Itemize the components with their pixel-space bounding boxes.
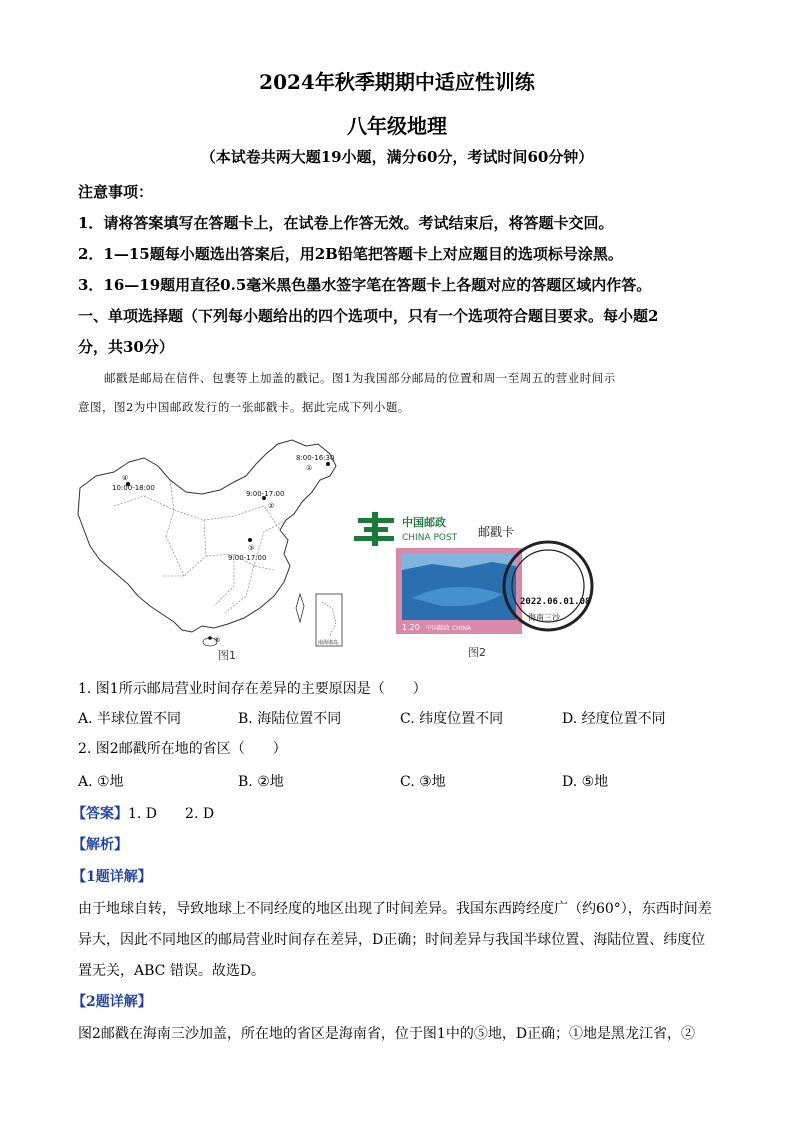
map-marker-1: ① [306,464,313,472]
material-intro-cont: 意图，图2为中国邮政发行的一张邮戳卡。据此完成下列小题。 [78,400,410,414]
notice-item-1: 1．请将答案填写在答题卡上，在试卷上作答无效。考试结束后，将答题卡交回。 [78,214,614,232]
section-heading: 一、单项选择题（下列每小题给出的四个选项中，只有一个选项符合题目要求。每小题2 [78,307,659,325]
marker-3-dot [248,538,252,542]
map-marker-4: ④ [122,474,129,482]
q1-detail-line-2: 异大，因此不同地区的邮局营业时间存在差异，D正确；时间差异与我国半球位置、海陆位置、纬度位 [78,932,706,948]
figure-1-map [74,436,344,648]
subject-title: 八年级地理 [347,114,447,138]
q1-detail-line-1: 由于地球自转，导致地球上不同经度的地区出现了时间差异。我国东西跨经度广（约60°），东西时间差 [78,901,712,917]
q1-detail-line-3: 置无关，ABC 错误。故选D。 [78,963,266,979]
stamp-brand: 中国邮政 CHINA [426,625,471,632]
postmark-card-graphic [352,508,602,638]
figure-2-caption: 图2 [468,646,486,659]
figure-2-card [352,508,602,638]
exam-note: （本试卷共两大题19小题，满分60分，考试时间60分钟） [200,148,594,166]
brand-cn: 中国邮政 [402,516,446,529]
notice-item-3: 3．16—19题用直径0.5毫米黑色墨水签字笔在答题卡上各题对应的答题区域内作答。 [78,276,652,294]
q1-option-c: C. 纬度位置不同 [400,711,504,727]
map-marker-2: ② [268,502,275,510]
figure-1-caption: 图1 [218,649,236,662]
stamp-value: 1.20 [402,623,420,632]
time-label-4: 10:00-18:00 [112,484,155,492]
china-post-logo-icon [354,512,394,546]
q1-option-b: B. 海陆位置不同 [238,711,342,727]
exam-title: 2024年秋季期期中适应性训练 [259,70,535,94]
q2-option-c: C. ③地 [400,774,446,790]
q2-detail-line-1: 图2邮戳在海南三沙加盖，所在地的省区是海南省，位于图1中的⑤地，D正确；①地是黑龙江省，② [78,1026,696,1042]
q2-detail-label: 【2题详解】 [72,994,152,1010]
q1-detail-label: 【1题详解】 [72,869,152,885]
time-label-3: 9:00-17:00 [228,554,267,562]
q1-option-a: A. 半球位置不同 [78,711,182,727]
postmark-date: 2022.06.01.08 [520,597,591,607]
map-marker-3: ③ [248,544,255,552]
q2-option-a: A. ①地 [78,774,124,790]
material-intro: 邮戳是邮局在信件、包裹等上加盖的戳记。图1为我国部分邮局的位置和周一至周五的营业时间示 [104,371,616,385]
taiwan-island [296,594,304,622]
question-1-stem: 1. 图1所示邮局营业时间存在差异的主要原因是（ ） [78,681,427,697]
brand-en: CHINA POST [402,533,458,543]
q2-option-b: B. ②地 [238,774,284,790]
section-heading-cont: 分，共30分） [78,338,174,356]
map-marker-5: ⑤ [214,636,221,644]
postmark-place: 海南三沙 [528,613,560,622]
notice-item-2: 2．1—15题每小题选出答案后，用2B铅笔把答题卡上对应题目的选项标号涂黑。 [78,245,623,263]
question-2-stem: 2. 图2邮戳所在地的省区（ ） [78,741,287,757]
notice-heading: 注意事项： [78,183,154,201]
time-label-2: 9:00-17:00 [246,490,285,498]
south-sea-inset [316,594,342,646]
inset-label: 南海诸岛 [318,640,339,646]
china-map-graphic [74,436,344,648]
marker-1-dot [326,462,330,466]
time-label-1: 8:00-16:30 [296,454,335,462]
q1-option-d: D. 经度位置不同 [562,711,666,727]
marker-5-dot [208,636,212,640]
q2-option-d: D. ⑤地 [562,774,609,790]
answer-text: 1. D 2. D [128,806,215,822]
card-label: 邮戳卡 [478,525,515,539]
answer-label: 【答案】 [72,806,128,822]
analysis-label: 【解析】 [72,837,128,853]
answer-line [72,803,214,823]
